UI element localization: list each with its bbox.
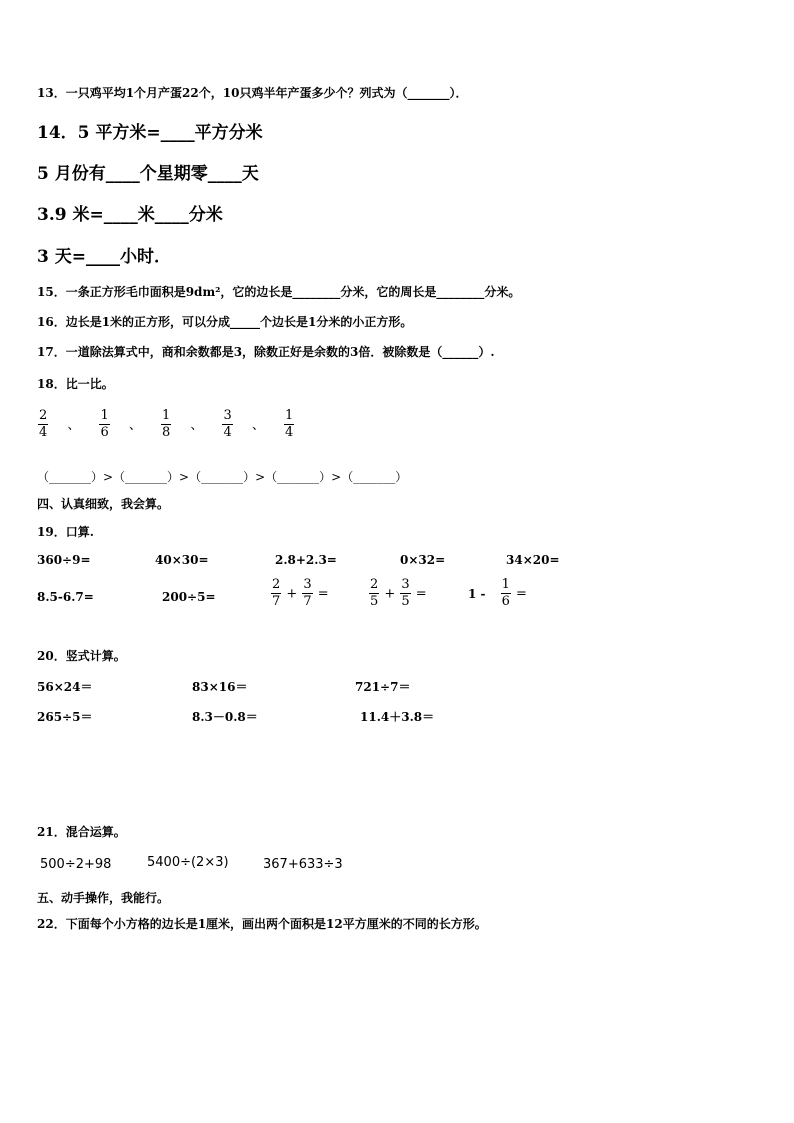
question-15: 15．一条正方形毛巾面积是9dm²，它的边长是________分米，它的周长是________分米。 <box>37 285 521 299</box>
question-21-title: 21．混合运算。 <box>37 825 126 839</box>
question-13: 13．一只鸡平均1个月产蛋22个，10只鸡半年产蛋多少个？列式为（_______）． <box>37 86 468 100</box>
fraction: $\frac{1}{8}$ <box>161 408 171 440</box>
vertical-calc: 721÷7＝ <box>355 680 411 694</box>
fraction-row <box>38 409 294 439</box>
mixed-expression: 500÷2+98 <box>40 857 112 872</box>
vertical-calc: 265÷5＝ <box>37 710 93 724</box>
fraction-expression: $\frac{2}{5}$ + $\frac{3}{5}$ = <box>370 577 427 609</box>
question-19-title: 19．口算. <box>37 525 94 539</box>
oral-calc: 360÷9= <box>37 553 91 567</box>
question-14-line-1: 14．5 平方米=____平方分米 <box>37 123 263 143</box>
separator: 、 <box>67 417 81 433</box>
oral-calc: 40×30= <box>155 553 209 567</box>
oral-calc: 8.5-6.7= <box>37 590 94 604</box>
mixed-expression: 5400÷(2×3) <box>147 855 229 870</box>
compare-line: （_______）>（_______）>（_______）>（_______）>（_______） <box>37 470 408 484</box>
question-18-title: 18．比一比。 <box>37 377 114 391</box>
oral-calc: 200÷5= <box>162 590 216 604</box>
question-14-line-4: 3 天=____小时． <box>37 247 171 267</box>
fraction-expression: 1 - $\frac{1}{6}$ = <box>468 577 527 609</box>
question-16: 16．边长是1米的正方形，可以分成_____个边长是1分米的小正方形。 <box>37 315 413 329</box>
fraction: $\frac{1}{4}$ <box>284 408 294 440</box>
question-20-title: 20．竖式计算。 <box>37 649 126 663</box>
oral-calc: 2.8+2.3= <box>275 553 337 567</box>
separator: 、 <box>251 417 265 433</box>
vertical-calc: 8.3－0.8＝ <box>192 710 258 724</box>
section-4-title: 四、认真细致，我会算。 <box>37 497 170 511</box>
question-14-line-3: 3.9 米=____米____分米 <box>37 205 223 225</box>
question-22: 22．下面每个小方格的边长是1厘米，画出两个面积是12平方厘米的不同的长方形。 <box>37 917 487 931</box>
fraction: $\frac{2}{4}$ <box>39 408 48 440</box>
question-14-line-2: 5 月份有____个星期零____天 <box>37 164 259 184</box>
oral-calc: 0×32= <box>400 553 446 567</box>
vertical-calc: 11.4＋3.8＝ <box>360 710 435 724</box>
separator: 、 <box>128 417 142 433</box>
section-5-title: 五、动手操作，我能行。 <box>37 891 170 905</box>
question-17: 17．一道除法算式中，商和余数都是3，除数正好是余数的3倍．被除数是（______）. <box>37 345 495 359</box>
oral-calc: 34×20= <box>506 553 560 567</box>
mixed-expression: 367+633÷3 <box>263 857 343 872</box>
fraction-expression: $\frac{2}{7}$ + $\frac{3}{7}$ = <box>272 577 329 609</box>
fraction: $\frac{1}{6}$ <box>100 408 109 440</box>
vertical-calc: 83×16＝ <box>192 680 248 694</box>
separator: 、 <box>190 417 204 433</box>
fraction: $\frac{3}{4}$ <box>223 408 232 440</box>
vertical-calc: 56×24＝ <box>37 680 93 694</box>
